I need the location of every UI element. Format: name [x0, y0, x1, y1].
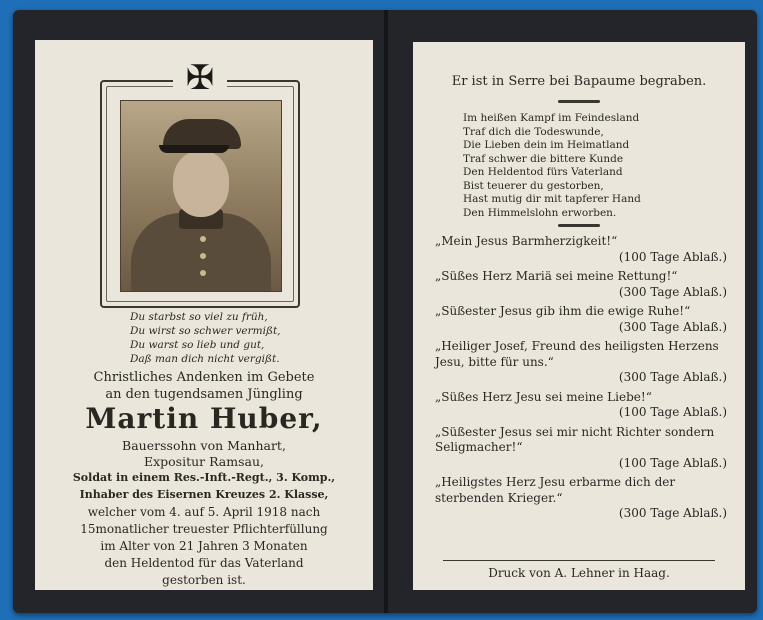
card-fold — [384, 10, 388, 613]
hero-poem: Im heißen Kampf im Feindesland Traf dich die Todeswunde, Die Lieben dein im Heimatland Traf schwer die bittere Kunde Den Heldentod fürs Vaterland Bist teuerer du gestorben, Hast mutig dir mit tapferer Hand Den Himmelslohn erworben. — [463, 112, 641, 219]
origin-line: Expositur Ramsau, — [143, 454, 265, 469]
deceased-name: Martin Huber, — [85, 402, 323, 435]
left-panel — [35, 40, 373, 590]
memorial-poem: Du starbst so viel zu früh, Du wirst so schwer vermißt, Du warst so lieb und gut, Daß man dich nicht vergißt. — [130, 311, 281, 365]
death-line: 15monatlicher treuester Pflichterfüllung — [80, 522, 328, 536]
death-line: den Heldentod für das Vaterland — [104, 556, 304, 570]
right-panel — [413, 42, 745, 590]
prayer-item: „Heiligstes Herz Jesu erbarme dich der sterbenden Krieger.“ (300 Tage Ablaß.) — [435, 475, 727, 520]
prayer-list — [435, 234, 731, 526]
iron-cross-icon: ✠ — [173, 58, 227, 98]
origin-line: Bauerssohn von Manhart, — [122, 438, 286, 453]
printer-credit: Druck von A. Lehner in Haag. — [488, 566, 670, 580]
soldier-portrait — [120, 100, 282, 292]
burial-place: Er ist in Serre bei Bapaume begraben. — [451, 74, 707, 89]
rank-line: Inhaber des Eisernen Kreuzes 2. Klasse, — [79, 488, 329, 501]
death-line: im Alter von 21 Jahren 3 Monaten — [100, 539, 308, 553]
footer-divider — [443, 560, 715, 561]
prayer-item: „Mein Jesus Barmherzigkeit!“ (100 Tage Ablaß.) — [435, 234, 727, 264]
intro-line: Christliches Andenken im Gebete — [93, 370, 315, 385]
death-line: welcher vom 4. auf 5. April 1918 nach — [87, 505, 321, 519]
prayer-item: „Süßes Herz Jesu sei meine Liebe!“ (100 Tage Ablaß.) — [435, 389, 727, 419]
rank-line: Soldat in einem Res.-Inft.-Regt., 3. Komp., — [72, 471, 336, 484]
prayer-item: „Süßester Jesus sei mir nicht Richter sondern Seligmacher!“ (100 Tage Ablaß.) — [435, 424, 727, 470]
prayer-item: „Heiliger Josef, Freund des heiligsten Herzens Jesu, bitte für uns.“ (300 Tage Ablaß.) — [435, 339, 727, 384]
prayer-item: „Süßes Herz Mariä sei meine Rettung!“ (300 Tage Ablaß.) — [435, 269, 727, 299]
prayer-item: „Süßester Jesus gib ihm die ewige Ruhe!“ (300 Tage Ablaß.) — [435, 304, 727, 334]
divider-ornament — [558, 224, 600, 227]
memorial-card — [13, 10, 757, 613]
divider-ornament — [558, 100, 600, 103]
death-line: gestorben ist. — [162, 573, 246, 587]
intro-line: an den tugendsamen Jüngling — [105, 387, 303, 402]
